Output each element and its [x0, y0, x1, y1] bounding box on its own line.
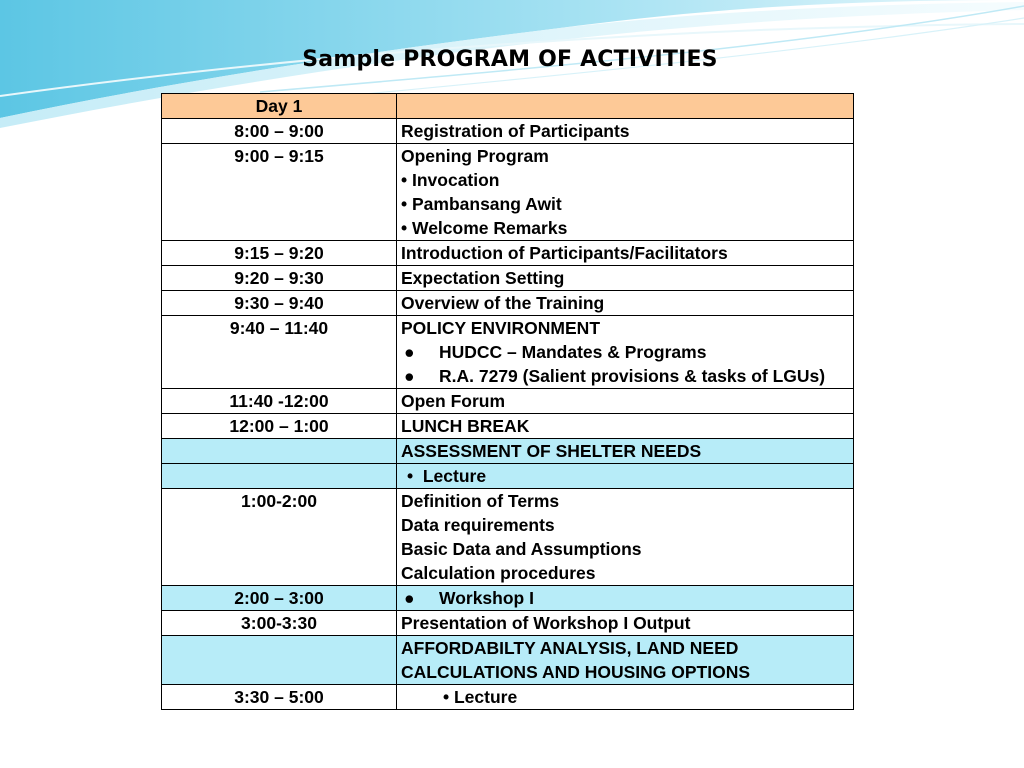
activity-cell	[397, 119, 854, 144]
table-row	[162, 685, 854, 710]
activity-line: Open Forum	[401, 391, 506, 411]
activity-cell	[397, 464, 854, 489]
section-row	[162, 464, 854, 489]
table-header-row	[162, 94, 854, 119]
time-cell: 1:00-2:00	[162, 489, 397, 586]
activity-line: Expectation Setting	[401, 268, 565, 288]
time-cell: 9:15 – 9:20	[162, 241, 397, 266]
bullet-item	[401, 364, 849, 388]
activity-line: Registration of Participants	[401, 121, 630, 141]
time-cell: 11:40 -12:00	[162, 389, 397, 414]
table-row	[162, 489, 854, 586]
time-cell: 12:00 – 1:00	[162, 414, 397, 439]
bullet-dot-icon: ●	[404, 342, 415, 362]
time-cell: 9:00 – 9:15	[162, 144, 397, 241]
time-cell: 9:20 – 9:30	[162, 266, 397, 291]
activity-cell	[397, 241, 854, 266]
bullet-item	[401, 340, 849, 364]
table-row	[162, 414, 854, 439]
activity-cell	[397, 414, 854, 439]
section-heading: ASSESSMENT OF SHELTER NEEDS	[401, 441, 702, 461]
time-cell: 2:00 – 3:00	[162, 586, 397, 611]
time-cell: 3:00-3:30	[162, 611, 397, 636]
bullet-text: HUDCC – Mandates & Programs	[439, 342, 707, 362]
lecture-line: • Lecture	[443, 687, 518, 707]
activity-line: • Pambansang Awit	[401, 194, 562, 214]
activity-line: Presentation of Workshop I Output	[401, 613, 691, 633]
activity-line: Introduction of Participants/Facilitators	[401, 243, 728, 263]
table-row	[162, 119, 854, 144]
table-row	[162, 266, 854, 291]
table-row	[162, 144, 854, 241]
section-row	[162, 439, 854, 464]
activity-cell	[397, 636, 854, 685]
page-title: Sample PROGRAM OF ACTIVITIES	[302, 47, 718, 72]
time-cell	[162, 464, 397, 489]
time-cell: 9:40 – 11:40	[162, 316, 397, 389]
activity-line: Data requirements	[401, 515, 555, 535]
activity-cell	[397, 685, 854, 710]
time-cell: 8:00 – 9:00	[162, 119, 397, 144]
activity-line: Calculation procedures	[401, 563, 596, 583]
activity-cell	[397, 266, 854, 291]
activity-cell	[397, 144, 854, 241]
table-row	[162, 241, 854, 266]
activity-cell	[397, 586, 854, 611]
activity-line: POLICY ENVIRONMENT	[401, 318, 601, 338]
section-heading: AFFORDABILTY ANALYSIS, LAND NEED CALCULATIONS AND HOUSING OPTIONS	[401, 638, 751, 682]
activity-cell	[397, 291, 854, 316]
bullet-text: Workshop I	[439, 588, 534, 608]
activity-cell	[397, 389, 854, 414]
activity-line: • Welcome Remarks	[401, 218, 568, 238]
activity-cell	[397, 439, 854, 464]
bullet-dot-icon: ●	[404, 366, 415, 386]
table-row	[162, 611, 854, 636]
activity-cell	[397, 611, 854, 636]
activity-line: Basic Data and Assumptions	[401, 539, 642, 559]
activity-line: Definition of Terms	[401, 491, 560, 511]
header-activity-cell	[397, 94, 854, 119]
time-cell	[162, 439, 397, 464]
bullet-item	[401, 586, 849, 610]
activity-cell	[397, 316, 854, 389]
bullet-dot-icon: ●	[404, 588, 415, 608]
table-row	[162, 389, 854, 414]
section-row	[162, 586, 854, 611]
activity-line: LUNCH BREAK	[401, 416, 530, 436]
activity-line: Overview of the Training	[401, 293, 605, 313]
time-cell: 9:30 – 9:40	[162, 291, 397, 316]
section-row	[162, 636, 854, 685]
table-row	[162, 316, 854, 389]
bullet-text: R.A. 7279 (Salient provisions & tasks of LGUs)	[439, 366, 826, 386]
time-cell	[162, 636, 397, 685]
header-day-cell: Day 1	[162, 94, 397, 119]
table-row	[162, 291, 854, 316]
lecture-line: • Lecture	[407, 466, 487, 486]
activity-line: Opening Program	[401, 146, 549, 166]
program-table	[161, 93, 854, 710]
time-cell: 3:30 – 5:00	[162, 685, 397, 710]
activity-line: • Invocation	[401, 170, 500, 190]
activity-cell	[397, 489, 854, 586]
